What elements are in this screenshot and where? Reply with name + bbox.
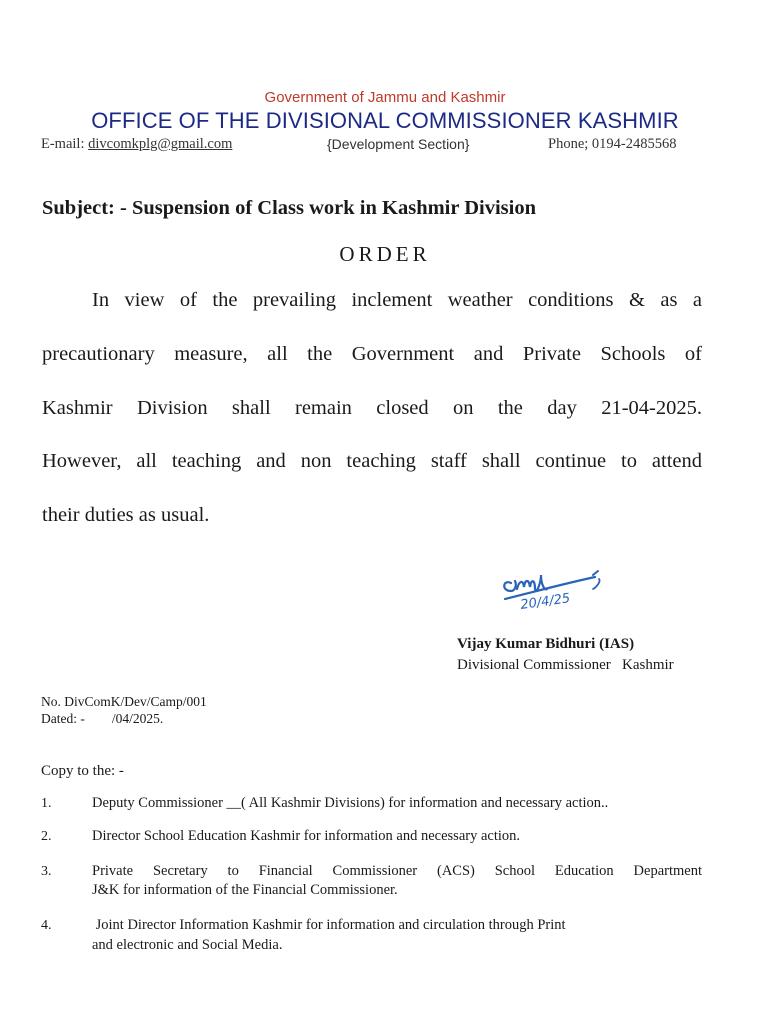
body-line: However, all teaching and non teaching staff shall continue to attend bbox=[42, 450, 702, 472]
copy-item-number: 2. bbox=[41, 829, 52, 844]
order-title: ORDER bbox=[339, 242, 431, 266]
copy-item-number: 1. bbox=[41, 796, 52, 811]
copy-item-number: 3. bbox=[41, 864, 52, 879]
body-line: their duties as usual. bbox=[42, 504, 210, 526]
copy-item-text: Private Secretary to Financial Commissioner (ACS) School Education Department bbox=[92, 863, 702, 879]
office-heading: OFFICE OF THE DIVISIONAL COMMISSIONER KASHMIR bbox=[91, 108, 679, 133]
email-line bbox=[41, 136, 232, 153]
signature-date: 20/4/25 bbox=[519, 591, 572, 613]
copy-item-text: Joint Director Information Kashmir for information and circulation through Print bbox=[92, 917, 566, 933]
body-line: In view of the prevailing inclement weather conditions & as a bbox=[92, 289, 702, 311]
copy-item-number: 4. bbox=[41, 918, 52, 933]
subject-line: Subject: - Suspension of Class work in Kashmir Division bbox=[42, 197, 536, 219]
reference-number: No. DivComK/Dev/Camp/001 bbox=[41, 694, 207, 709]
email-link[interactable]: divcomkplg@gmail.com bbox=[88, 136, 233, 152]
signatory-name: Vijay Kumar Bidhuri (IAS) bbox=[457, 636, 635, 652]
copy-item-text: Deputy Commissioner __( All Kashmir Divisions) for information and necessary action.. bbox=[92, 795, 609, 811]
copy-item-text: and electronic and Social Media. bbox=[92, 937, 283, 953]
body-line: Kashmir Division shall remain closed on the day 21-04-2025. bbox=[42, 397, 702, 419]
signatory-designation: Divisional Commissioner Kashmir bbox=[457, 657, 674, 673]
email-label: E-mail: bbox=[41, 136, 89, 152]
body-line: precautionary measure, all the Government and Private Schools of bbox=[42, 343, 702, 365]
reference-date: Dated: - /04/2025. bbox=[41, 711, 164, 726]
government-heading: Government of Jammu and Kashmir bbox=[264, 89, 506, 106]
handwritten-signature-icon bbox=[497, 565, 607, 615]
phone-number: Phone; 0194-2485568 bbox=[548, 136, 677, 152]
section-label: {Development Section} bbox=[327, 136, 470, 152]
copy-item-text: Director School Education Kashmir for information and necessary action. bbox=[92, 828, 521, 844]
copy-to-label: Copy to the: - bbox=[41, 763, 124, 779]
copy-item-text: J&K for information of the Financial Commissioner. bbox=[92, 882, 398, 898]
